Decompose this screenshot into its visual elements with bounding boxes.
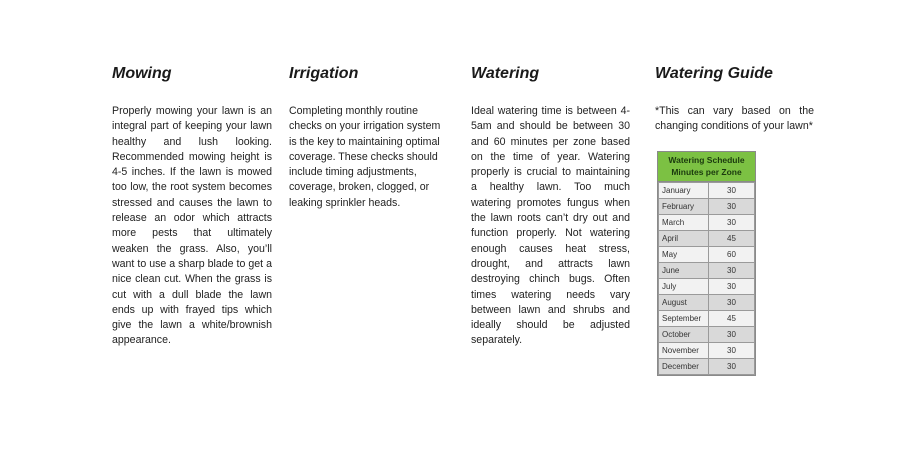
schedule-row: [659, 215, 755, 231]
schedule-row: [659, 327, 755, 343]
schedule-grid: [658, 182, 755, 375]
schedule-month: March: [659, 215, 709, 231]
schedule-minutes: 45: [709, 231, 755, 247]
irrigation-section: [289, 64, 447, 211]
schedule-month: May: [659, 247, 709, 263]
watering-guide-title: Watering Guide: [655, 65, 773, 82]
schedule-minutes: 30: [709, 327, 755, 343]
schedule-minutes: 30: [709, 279, 755, 295]
irrigation-title: Irrigation: [289, 65, 359, 82]
schedule-header-line1: Watering Schedule: [668, 155, 745, 165]
watering-guide-section: [655, 64, 814, 135]
schedule-row: [659, 279, 755, 295]
schedule-month: June: [659, 263, 709, 279]
mowing-title: Mowing: [112, 65, 172, 82]
schedule-minutes: 60: [709, 247, 755, 263]
schedule-row: [659, 311, 755, 327]
schedule-header-line2: Minutes per Zone: [671, 167, 742, 177]
watering-guide-note: *This can vary based on the changing conditions of your lawn*: [655, 105, 814, 133]
schedule-row: [659, 343, 755, 359]
mowing-section: [112, 64, 272, 349]
schedule-row: [659, 231, 755, 247]
schedule-minutes: 30: [709, 183, 755, 199]
schedule-month: January: [659, 183, 709, 199]
schedule-row: [659, 295, 755, 311]
schedule-month: December: [659, 359, 709, 375]
irrigation-body: Completing monthly routine checks on your irrigation system is the key to maintaining optimal coverage. These checks should include timing adjustments, coverage, broken, clogged, or leaking sprinkler heads.: [289, 105, 441, 209]
schedule-minutes: 30: [709, 199, 755, 215]
schedule-minutes: 30: [709, 263, 755, 279]
watering-body: Ideal watering time is between 4-5am and should be between 30 and 60 minutes per zone based on the time of year. Watering properly is crucial to maintaining a healthy lawn. Too much watering promotes fungus when the lawn roots can’t dry out and function properly. Not watering enough causes heat stress, drought, and attracts lawn destroying chinch bugs. Often times watering needs vary between lawn and shrubs and ideally should be adjusted separately.: [471, 105, 630, 347]
schedule-minutes: 30: [709, 359, 755, 375]
schedule-month: July: [659, 279, 709, 295]
schedule-minutes: 30: [709, 215, 755, 231]
schedule-row: [659, 263, 755, 279]
watering-title: Watering: [471, 65, 540, 82]
schedule-month: September: [659, 311, 709, 327]
schedule-minutes: 45: [709, 311, 755, 327]
schedule-month: August: [659, 295, 709, 311]
schedule-row: [659, 247, 755, 263]
schedule-month: October: [659, 327, 709, 343]
schedule-month: November: [659, 343, 709, 359]
schedule-minutes: 30: [709, 295, 755, 311]
schedule-month: February: [659, 199, 709, 215]
watering-section: [471, 64, 630, 349]
watering-schedule-table: [657, 151, 756, 376]
mowing-body: Properly mowing your lawn is an integral part of keeping your lawn healthy and lush looking. Recommended mowing height is 4-5 inches. If the lawn is mowed too low, the root system becomes stressed and causes the lawn to release an odor which attracts more pests that ultimately weaken the grass. Also, you’ll want to use a sharp blade to get a nice clean cut. When the grass is cut with a dull blade the lawn ends up with frayed tips which give the lawn a white/brownish appearance.: [112, 105, 272, 347]
schedule-header: [658, 152, 755, 182]
schedule-month: April: [659, 231, 709, 247]
schedule-row: [659, 359, 755, 375]
schedule-row: [659, 183, 755, 199]
schedule-row: [659, 199, 755, 215]
schedule-minutes: 30: [709, 343, 755, 359]
